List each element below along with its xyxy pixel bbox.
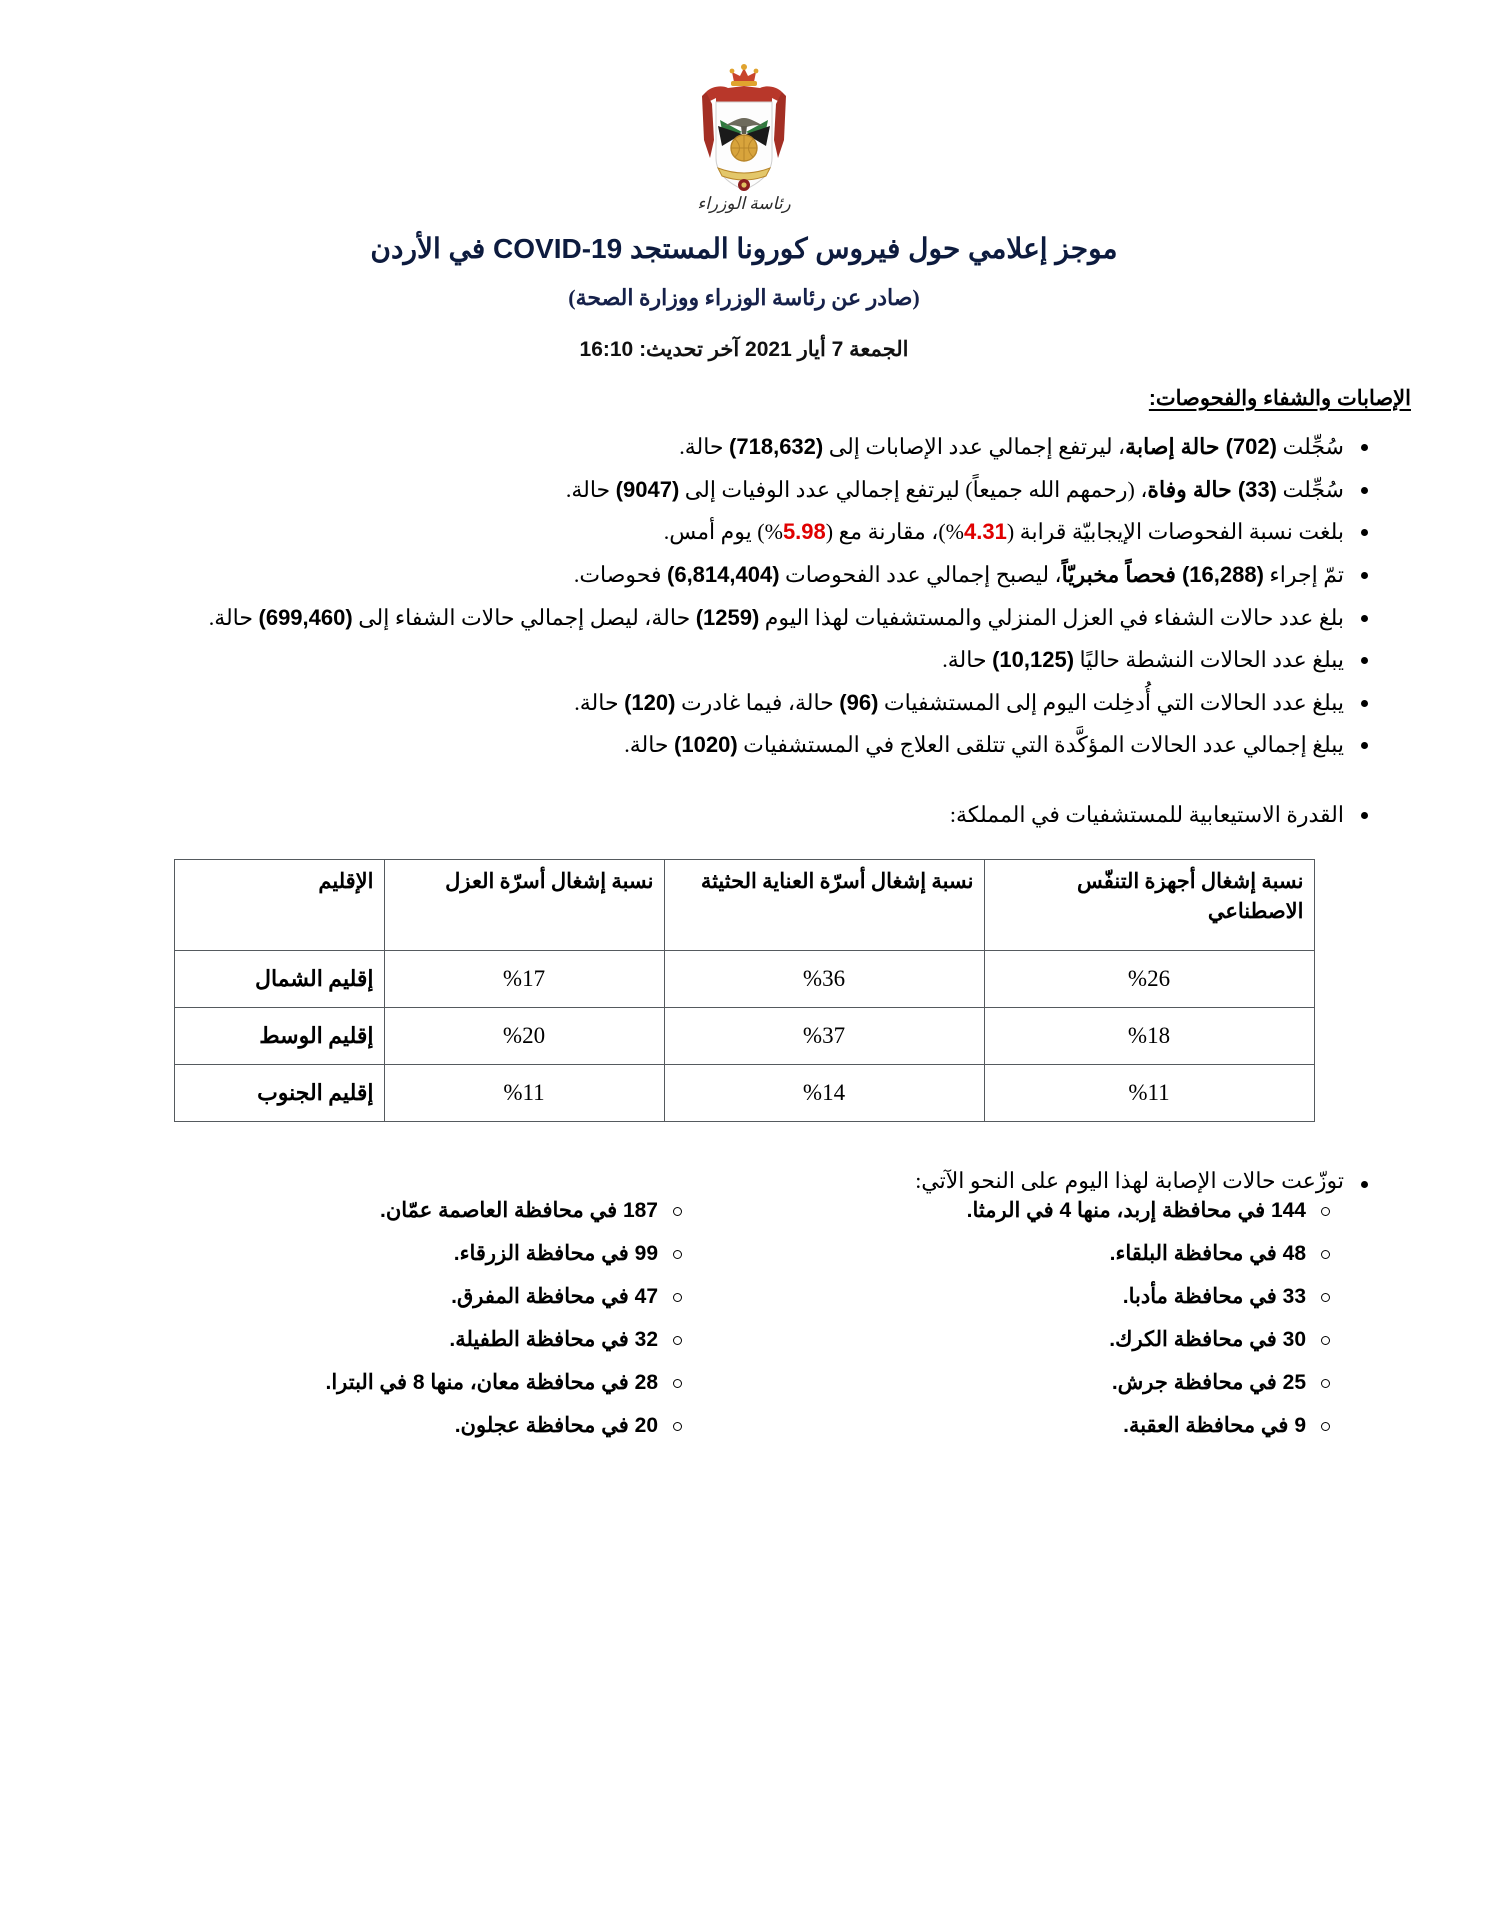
bullet-text: بلغ عدد حالات الشفاء في العزل المنزلي والمستشفيات لهذا اليوم	[759, 604, 1344, 630]
list-item: 30 في محافظة الكرك.	[744, 1329, 1336, 1350]
bullet-value: (16,288) فحصاً مخبريّاً	[1061, 561, 1264, 587]
column-header-isolation: نسبة إشغال أسرّة العزل	[384, 859, 664, 950]
bullet-text: حالة.	[565, 476, 616, 502]
positivity-rate-today: 4.31	[964, 519, 1007, 545]
governorate-list-right	[118, 1200, 688, 1436]
list-item	[118, 514, 1370, 550]
list-item	[118, 600, 1370, 636]
section-heading-text: الإصابات والشفاء والفحوصات:	[1148, 387, 1411, 410]
bullet-value: (6,814,404)	[667, 561, 780, 587]
list-item	[118, 472, 1370, 508]
bullet-text: ، ليرتفع إجمالي عدد الإصابات إلى	[823, 434, 1126, 459]
table-header-row	[174, 859, 1314, 950]
bullet-text: فحوصات.	[573, 561, 667, 587]
cell-region: إقليم الشمال	[174, 950, 384, 1007]
column-header-region: الإقليم	[174, 859, 384, 950]
emblem-caption: رئاسة الوزراء	[697, 194, 791, 213]
cell-ventilator: %18	[984, 1007, 1314, 1064]
bullet-text: سُجِّلت	[1276, 476, 1344, 502]
bullet-value: (9047)	[615, 476, 680, 502]
bullet-value: (702) حالة إصابة	[1125, 434, 1277, 459]
cell-region: إقليم الجنوب	[174, 1064, 384, 1121]
bullet-text: %) يوم أمس.	[663, 519, 783, 545]
cell-isolation: %17	[384, 950, 664, 1007]
distribution-intro-list	[58, 1168, 1430, 1194]
list-item	[118, 642, 1370, 678]
page-title: موجز إعلامي حول فيروس كورونا المستجد COVID-19 في الأردن	[370, 233, 1118, 264]
list-item: 99 في محافظة الزرقاء.	[118, 1243, 688, 1264]
list-item: 25 في محافظة جرش.	[744, 1372, 1336, 1393]
list-item	[118, 685, 1370, 721]
bullet-text: %)، مقارنة مع (	[825, 519, 964, 545]
distribution-intro-text: توزّعت حالات الإصابة لهذا اليوم على النحو الآتي:	[915, 1167, 1344, 1193]
column-header-ventilator: نسبة إشغال أجهزة التنفّس الاصطناعي	[984, 859, 1314, 950]
section-heading-cases	[58, 386, 1430, 411]
distribution-columns	[58, 1200, 1430, 1458]
bullet-text: يبلغ عدد الحالات التي أُدخِلت اليوم إلى المستشفيات	[878, 689, 1344, 715]
distribution-right-column	[118, 1200, 744, 1458]
date-and-last-update: الجمعة 7 أيار 2021 آخر تحديث: 16:10	[579, 338, 909, 361]
bullet-text: تمّ إجراء	[1263, 561, 1344, 587]
column-header-icu: نسبة إشغال أسرّة العناية الحثيثة	[664, 859, 984, 950]
bullet-text: ، ليصبح إجمالي عدد الفحوصات	[779, 561, 1062, 587]
cell-ventilator: %26	[984, 950, 1314, 1007]
bullet-value: (699,460)	[258, 604, 353, 630]
bullet-text: حالة، فيما غادرت	[675, 689, 840, 715]
bullet-text: يبلغ عدد الحالات النشطة حاليًا	[1074, 647, 1344, 673]
cell-icu: %14	[664, 1064, 984, 1121]
bullet-text: حالة.	[624, 732, 675, 758]
list-item	[118, 557, 1370, 593]
cell-ventilator: %11	[984, 1064, 1314, 1121]
list-item	[118, 429, 1370, 465]
list-item: 47 في محافظة المفرق.	[118, 1286, 688, 1307]
list-item: 144 في محافظة إربد، منها 4 في الرمثا.	[744, 1200, 1336, 1221]
bullet-value: (1259)	[695, 604, 760, 630]
statistics-bullet-list	[58, 429, 1430, 833]
bullet-text: حالة، ليصل إجمالي حالات الشفاء إلى	[352, 604, 696, 630]
table-row	[174, 1064, 1314, 1121]
bullet-text: حالة.	[942, 647, 993, 673]
list-item: 20 في محافظة عجلون.	[118, 1415, 688, 1436]
bullet-value: (10,125)	[992, 647, 1075, 673]
cell-isolation: %20	[384, 1007, 664, 1064]
bullet-value: (718,632)	[729, 434, 824, 459]
list-item: 187 في محافظة العاصمة عمّان.	[118, 1200, 688, 1221]
cell-icu: %37	[664, 1007, 984, 1064]
positivity-rate-yesterday: 5.98	[782, 519, 826, 545]
bullet-text: سُجِّلت	[1276, 434, 1344, 459]
distribution-left-column	[744, 1200, 1370, 1458]
bullet-text: يبلغ إجمالي عدد الحالات المؤكَّدة التي تتلقى العلاج في المستشفيات	[737, 732, 1344, 758]
list-item: 33 في محافظة مأدبا.	[744, 1286, 1336, 1307]
bullet-text: حالة.	[679, 434, 730, 459]
list-item: 32 في محافظة الطفيلة.	[118, 1329, 688, 1350]
list-item	[118, 727, 1370, 763]
bullet-text: بلغت نسبة الفحوصات الإيجابيّة قرابة (	[1006, 519, 1344, 545]
document-header	[58, 0, 1430, 214]
page-subtitle: (صادر عن رئاسة الوزراء ووزارة الصحة)	[568, 285, 920, 310]
bullet-text: حالة.	[208, 604, 259, 630]
bullet-value: (1020)	[674, 732, 738, 758]
jordan-coat-of-arms-icon	[684, 62, 804, 197]
bullet-text: حالة.	[574, 689, 625, 715]
list-item: 48 في محافظة البلقاء.	[744, 1243, 1336, 1264]
bullet-value: (96)	[839, 689, 879, 715]
bullet-value: (120)	[624, 689, 676, 715]
list-item: 28 في محافظة معان، منها 8 في البترا.	[118, 1372, 688, 1393]
list-item	[118, 1168, 1370, 1194]
list-item: 9 في محافظة العقبة.	[744, 1415, 1336, 1436]
bullet-text: القدرة الاستيعابية للمستشفيات في المملكة:	[949, 802, 1344, 827]
table-row	[174, 950, 1314, 1007]
bullet-text: ، (رحمهم الله جميعاً) ليرتفع إجمالي عدد الوفيات إلى	[679, 476, 1148, 502]
cell-region: إقليم الوسط	[174, 1007, 384, 1064]
hospital-capacity-table	[174, 859, 1315, 1122]
cell-icu: %36	[664, 950, 984, 1007]
list-item-hospital-capacity	[118, 797, 1370, 833]
governorate-list-left	[744, 1200, 1336, 1436]
cell-isolation: %11	[384, 1064, 664, 1121]
table-row	[174, 1007, 1314, 1064]
bullet-value: (33) حالة وفاة	[1147, 476, 1277, 502]
